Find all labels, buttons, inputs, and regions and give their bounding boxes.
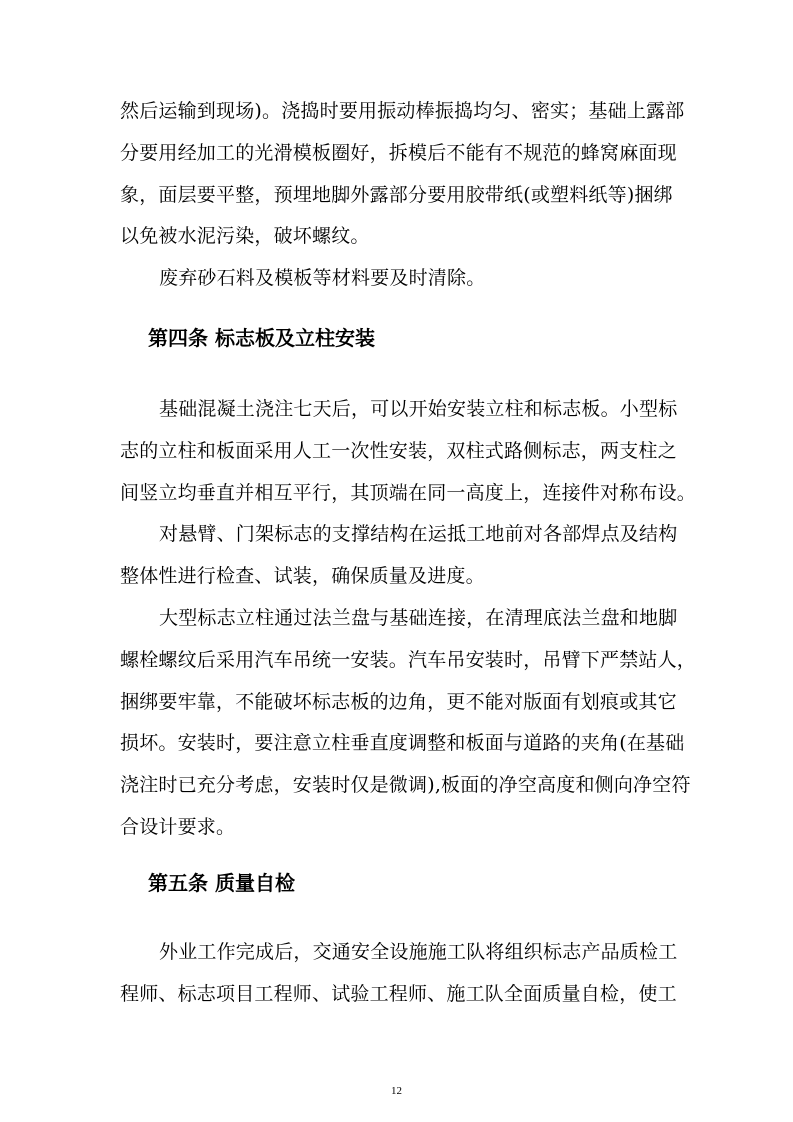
text-line: 大型标志立柱通过法兰盘与基础连接，在清理底法兰盘和地脚 bbox=[159, 607, 678, 629]
text-line: 志的立柱和板面采用人工一次性安装，双柱式路侧标志，两支柱之 bbox=[120, 440, 677, 462]
text-line: 程师、标志项目工程师、试验工程师、施工队全面质量自检，使工 bbox=[120, 983, 677, 1005]
section-heading-article-4: 第四条 标志板及立柱安装 bbox=[148, 326, 375, 350]
text-line: 基础混凝土浇注七天后，可以开始安装立柱和标志板。小型标 bbox=[159, 398, 678, 420]
text-line: 捆绑要牢靠，不能破坏标志板的边角，更不能对版面有划痕或其它 bbox=[120, 691, 677, 713]
text-line: 螺栓螺纹后采用汽车吊统一安装。汽车吊安装时，吊臂下严禁站人， bbox=[120, 649, 697, 671]
text-line: 废弃砂石料及模板等材料要及时清除。 bbox=[159, 267, 486, 289]
text-line: 分要用经加工的光滑模板圈好，拆模后不能有不规范的蜂窝麻面现 bbox=[120, 142, 677, 164]
text-line: 间竖立均垂直并相互平行，其顶端在同一高度上，连接件对称布设。 bbox=[120, 482, 697, 504]
text-line: 损坏。安装时，要注意立柱垂直度调整和板面与道路的夹角(在基础 bbox=[120, 732, 685, 754]
text-line: 整体性进行检查、试装，确保质量及进度。 bbox=[120, 565, 485, 587]
page-number: 12 bbox=[391, 1085, 402, 1097]
text-line: 对悬臂、门架标志的支撑结构在运抵工地前对各部焊点及结构 bbox=[159, 523, 678, 545]
text-line: 浇注时已充分考虑，安装时仅是微调),板面的净空高度和侧向净空符 bbox=[120, 774, 691, 796]
section-heading-article-5: 第五条 质量自检 bbox=[148, 871, 295, 895]
text-line: 象，面层要平整，预埋地脚外露部分要用胶带纸(或塑料纸等)捆绑 bbox=[120, 184, 673, 206]
text-line: 外业工作完成后，交通安全设施施工队将组织标志产品质检工 bbox=[159, 941, 678, 963]
text-line: 合设计要求。 bbox=[120, 816, 236, 838]
text-line: 然后运输到现场)。浇捣时要用振动棒振捣均匀、密实；基础上露部 bbox=[120, 100, 685, 122]
text-line: 以免被水泥污染，破坏螺纹。 bbox=[120, 225, 370, 247]
